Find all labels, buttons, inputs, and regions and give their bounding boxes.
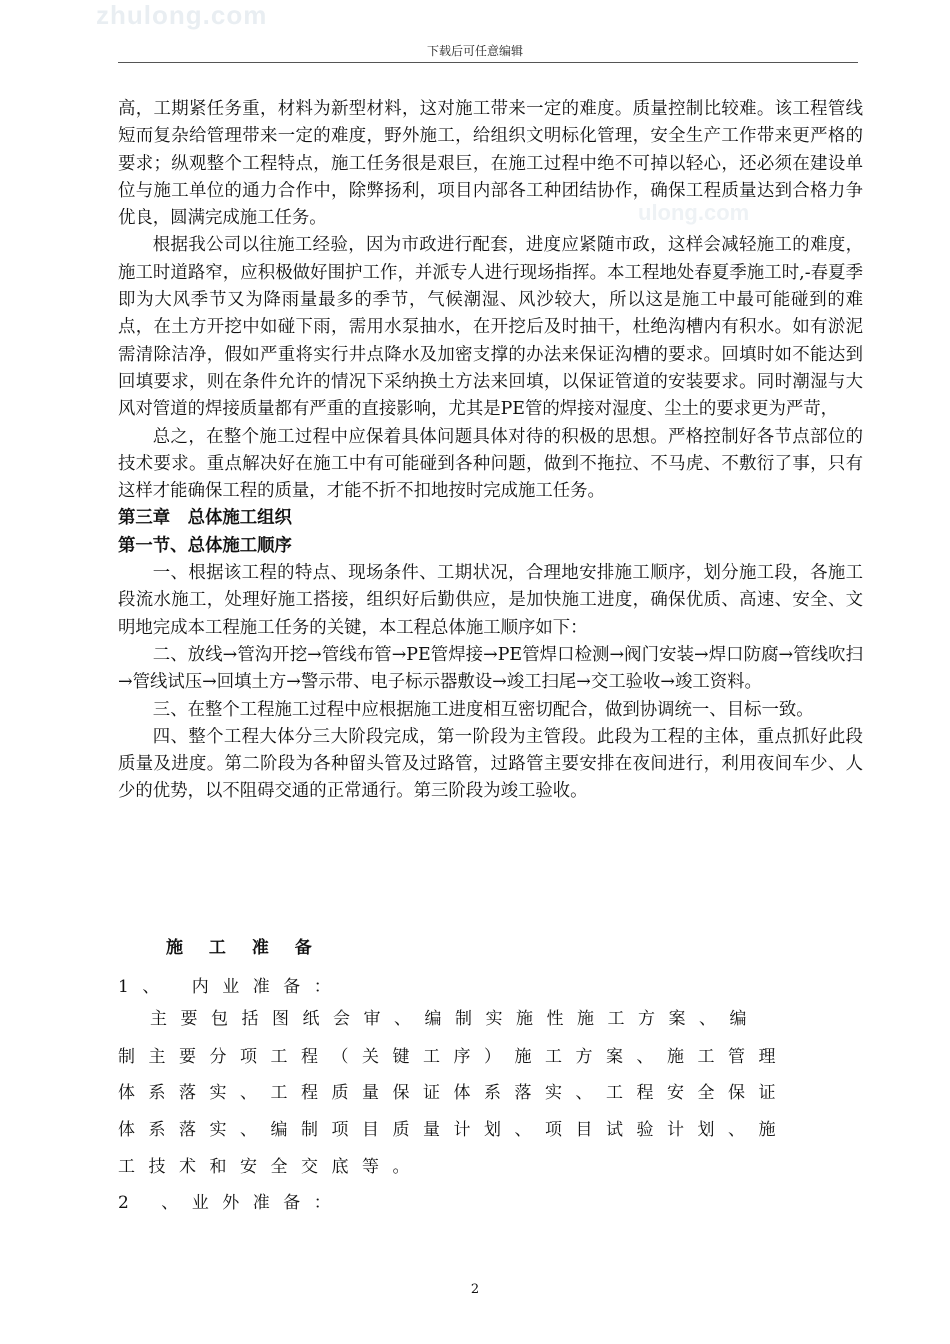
watermark: zhulong.com — [96, 0, 268, 30]
header-divider — [118, 62, 858, 63]
chapter-heading: 第三章 总体施工组织 — [118, 508, 292, 529]
paragraph: 一、根据该工程的特点、现场条件、工期状况，合理地安排施工顺序，划分施工段，各施工段流水施工，处理好施工搭接，组织好后勤供应，是加快施工进度，确保优质、高速、安全、文明地完成本工程施工任务的关键，本工程总体施工顺序如下： — [118, 563, 863, 638]
prep-line: 主要包括图纸会审、编制实施性施工方案、编 — [150, 1009, 760, 1029]
prep-line: 制主要分项工程（关键工序）施工方案、施工管理 — [118, 1047, 789, 1067]
paragraph: 四、整个工程大体分三大阶段完成，第一阶段为主管段。此段为工程的主体，重点抓好此段质量及进度。第二阶段为各种留头管及过路管，过路管主要安排在夜间进行，利用夜间车少、人少的优势，以不阻碍交通的正常通行。第三阶段为竣工验收。 — [118, 726, 863, 802]
prep-line: 工技术和安全交底等。 — [118, 1157, 423, 1177]
prep-item-1: 1、 内业准备： — [118, 977, 345, 997]
prep-line: 体系落实、工程质量保证体系落实、工程安全保证 — [118, 1083, 789, 1103]
prep-heading: 施 工 准 备 — [166, 938, 322, 958]
page-number: 2 — [470, 1282, 480, 1297]
prep-line: 体系落实、编制项目质量计划、项目试验计划、施 — [118, 1120, 789, 1140]
paragraph: 总之，在整个施工过程中应保着具体问题具体对待的积极的思想。严格控制好各节点部位的技术要求。重点解决好在施工中有可能碰到各种问题，做到不拖拉、不马虎、不敷衍了事，只有这样才能确保工程的质量，才能不折不扣地按时完成施工任务。 — [118, 426, 863, 502]
watermark-faint: ulong.com — [638, 200, 750, 225]
document-body — [118, 96, 863, 806]
paragraph: 二、放线→管沟开挖→管线布管→PE管焊接→PE管焊口检测→阀门安装→焊口防腐→管线吹扫→管线试压→回填土方→警示带、电子标示器敷设→竣工扫尾→交工验收→竣工资料。 — [118, 644, 863, 693]
page-header: 下载后可任意编辑 — [426, 44, 523, 58]
section-heading: 第一节、总体施工顺序 — [118, 535, 292, 556]
prep-item-2: 2 、业外准备： — [118, 1193, 345, 1213]
paragraph: 根据我公司以往施工经验，因为市政进行配套，进度应紧随市政，这样会减轻施工的难度，施工时道路窄，应积极做好围护工作，并派专人进行现场指挥。本工程地处春夏季施工时,-春夏季即为大风季节又为降雨量最多的季节，气候潮湿、风沙较大，所以这是施工中最可能碰到的难点，在土方开挖中如碰下雨，需用水泵抽水，在开挖后及时抽干，杜绝沟槽内有积水。如有淤泥需清除洁净，假如严重将实行井点降水及加密支撑的办法来保证沟槽的要求。回填时如不能达到回填要求，则在条件允许的情况下采纳换土方法来回填，以保证管道的安装要求。同时潮湿与大风对管道的焊接质量都有严重的直接影响，尤其是PE管的焊接对湿度、尘土的要求更为严苛， — [118, 235, 863, 420]
paragraph: 三、在整个工程施工过程中应根据施工进度相互密切配合，做到协调统一、目标一致。 — [152, 699, 814, 720]
paragraph: 高，工期紧任务重，材料为新型材料，这对施工带来一定的难度。质量控制比较难。该工程管线短而复杂给管理带来一定的难度，野外施工，给组织文明标化管理，安全生产工作带来更严格的要求；纵观整个工程特点，施工任务很是艰巨，在施工过程中绝不可掉以轻心，还必须在建设单位与施工单位的通力合作中，除弊扬利，项目内部各工种团结协作，确保工程质量达到合格力争优良，圆满完成施工任务。 — [118, 99, 863, 229]
